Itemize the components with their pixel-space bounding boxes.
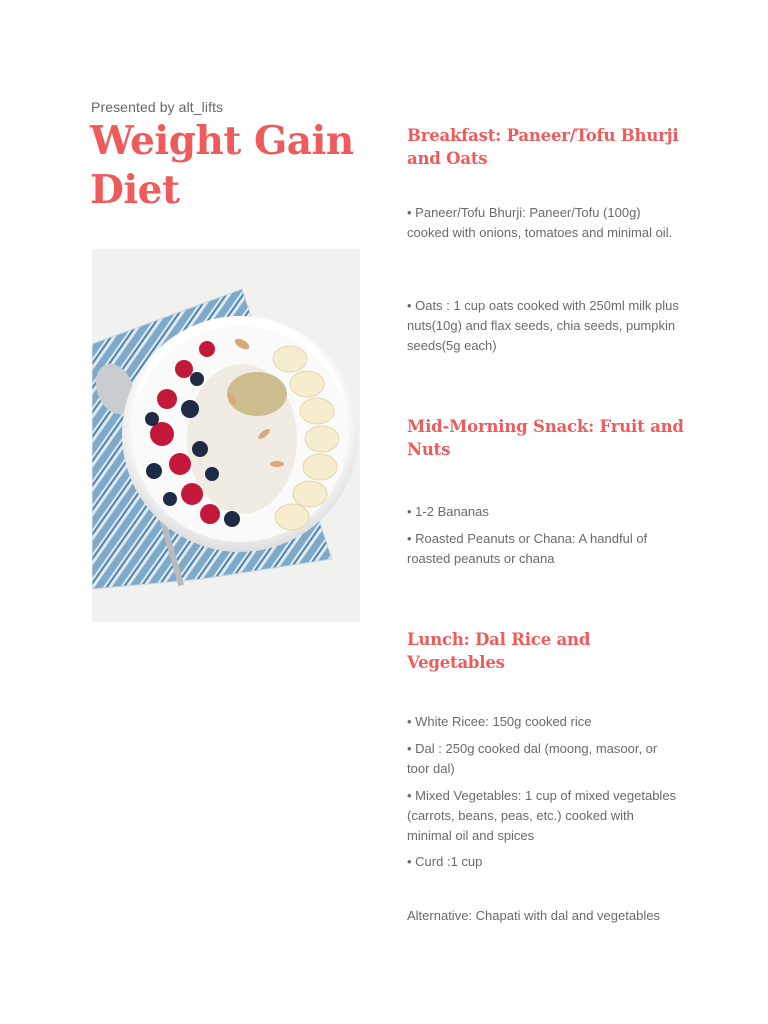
oatmeal-bowl-image bbox=[92, 249, 360, 622]
snack-item-1: • 1-2 Bananas bbox=[407, 504, 489, 519]
lunch-item-2: • Dal : 250g cooked dal (moong, masoor, or toor dal) bbox=[407, 741, 658, 776]
snack-heading: Mid-Morning Snack: Fruit and Nuts bbox=[407, 417, 684, 459]
lunch-heading: Lunch: Dal Rice and Vegetables bbox=[407, 630, 591, 672]
snack-item-2: • Roasted Peanuts or Chana: A handful of roasted peanuts or chana bbox=[407, 531, 648, 566]
breakfast-item-2: • Oats : 1 cup oats cooked with 250ml milk plus nuts(10g) and flax seeds, chia seeds, pumpkin seeds(5g each) bbox=[407, 298, 679, 353]
lunch-item-4: • Curd :1 cup bbox=[407, 854, 483, 869]
breakfast-heading: Breakfast: Paneer/Tofu Bhurji and Oats bbox=[407, 126, 679, 168]
presented-by: Presented by alt_lifts bbox=[91, 99, 224, 115]
food-photo bbox=[92, 249, 360, 622]
lunch-alternative: Alternative: Chapati with dal and vegetables bbox=[407, 908, 660, 923]
breakfast-item-1: • Paneer/Tofu Bhurji: Paneer/Tofu (100g) cooked with onions, tomatoes and minimal oil. bbox=[407, 205, 673, 240]
lunch-item-3: • Mixed Vegetables: 1 cup of mixed vegetables (carrots, beans, peas, etc.) cooked with minimal oil and spices bbox=[407, 788, 677, 843]
page-title: Weight Gain Diet bbox=[90, 118, 354, 213]
lunch-item-1: • White Ricee: 150g cooked rice bbox=[407, 714, 592, 729]
